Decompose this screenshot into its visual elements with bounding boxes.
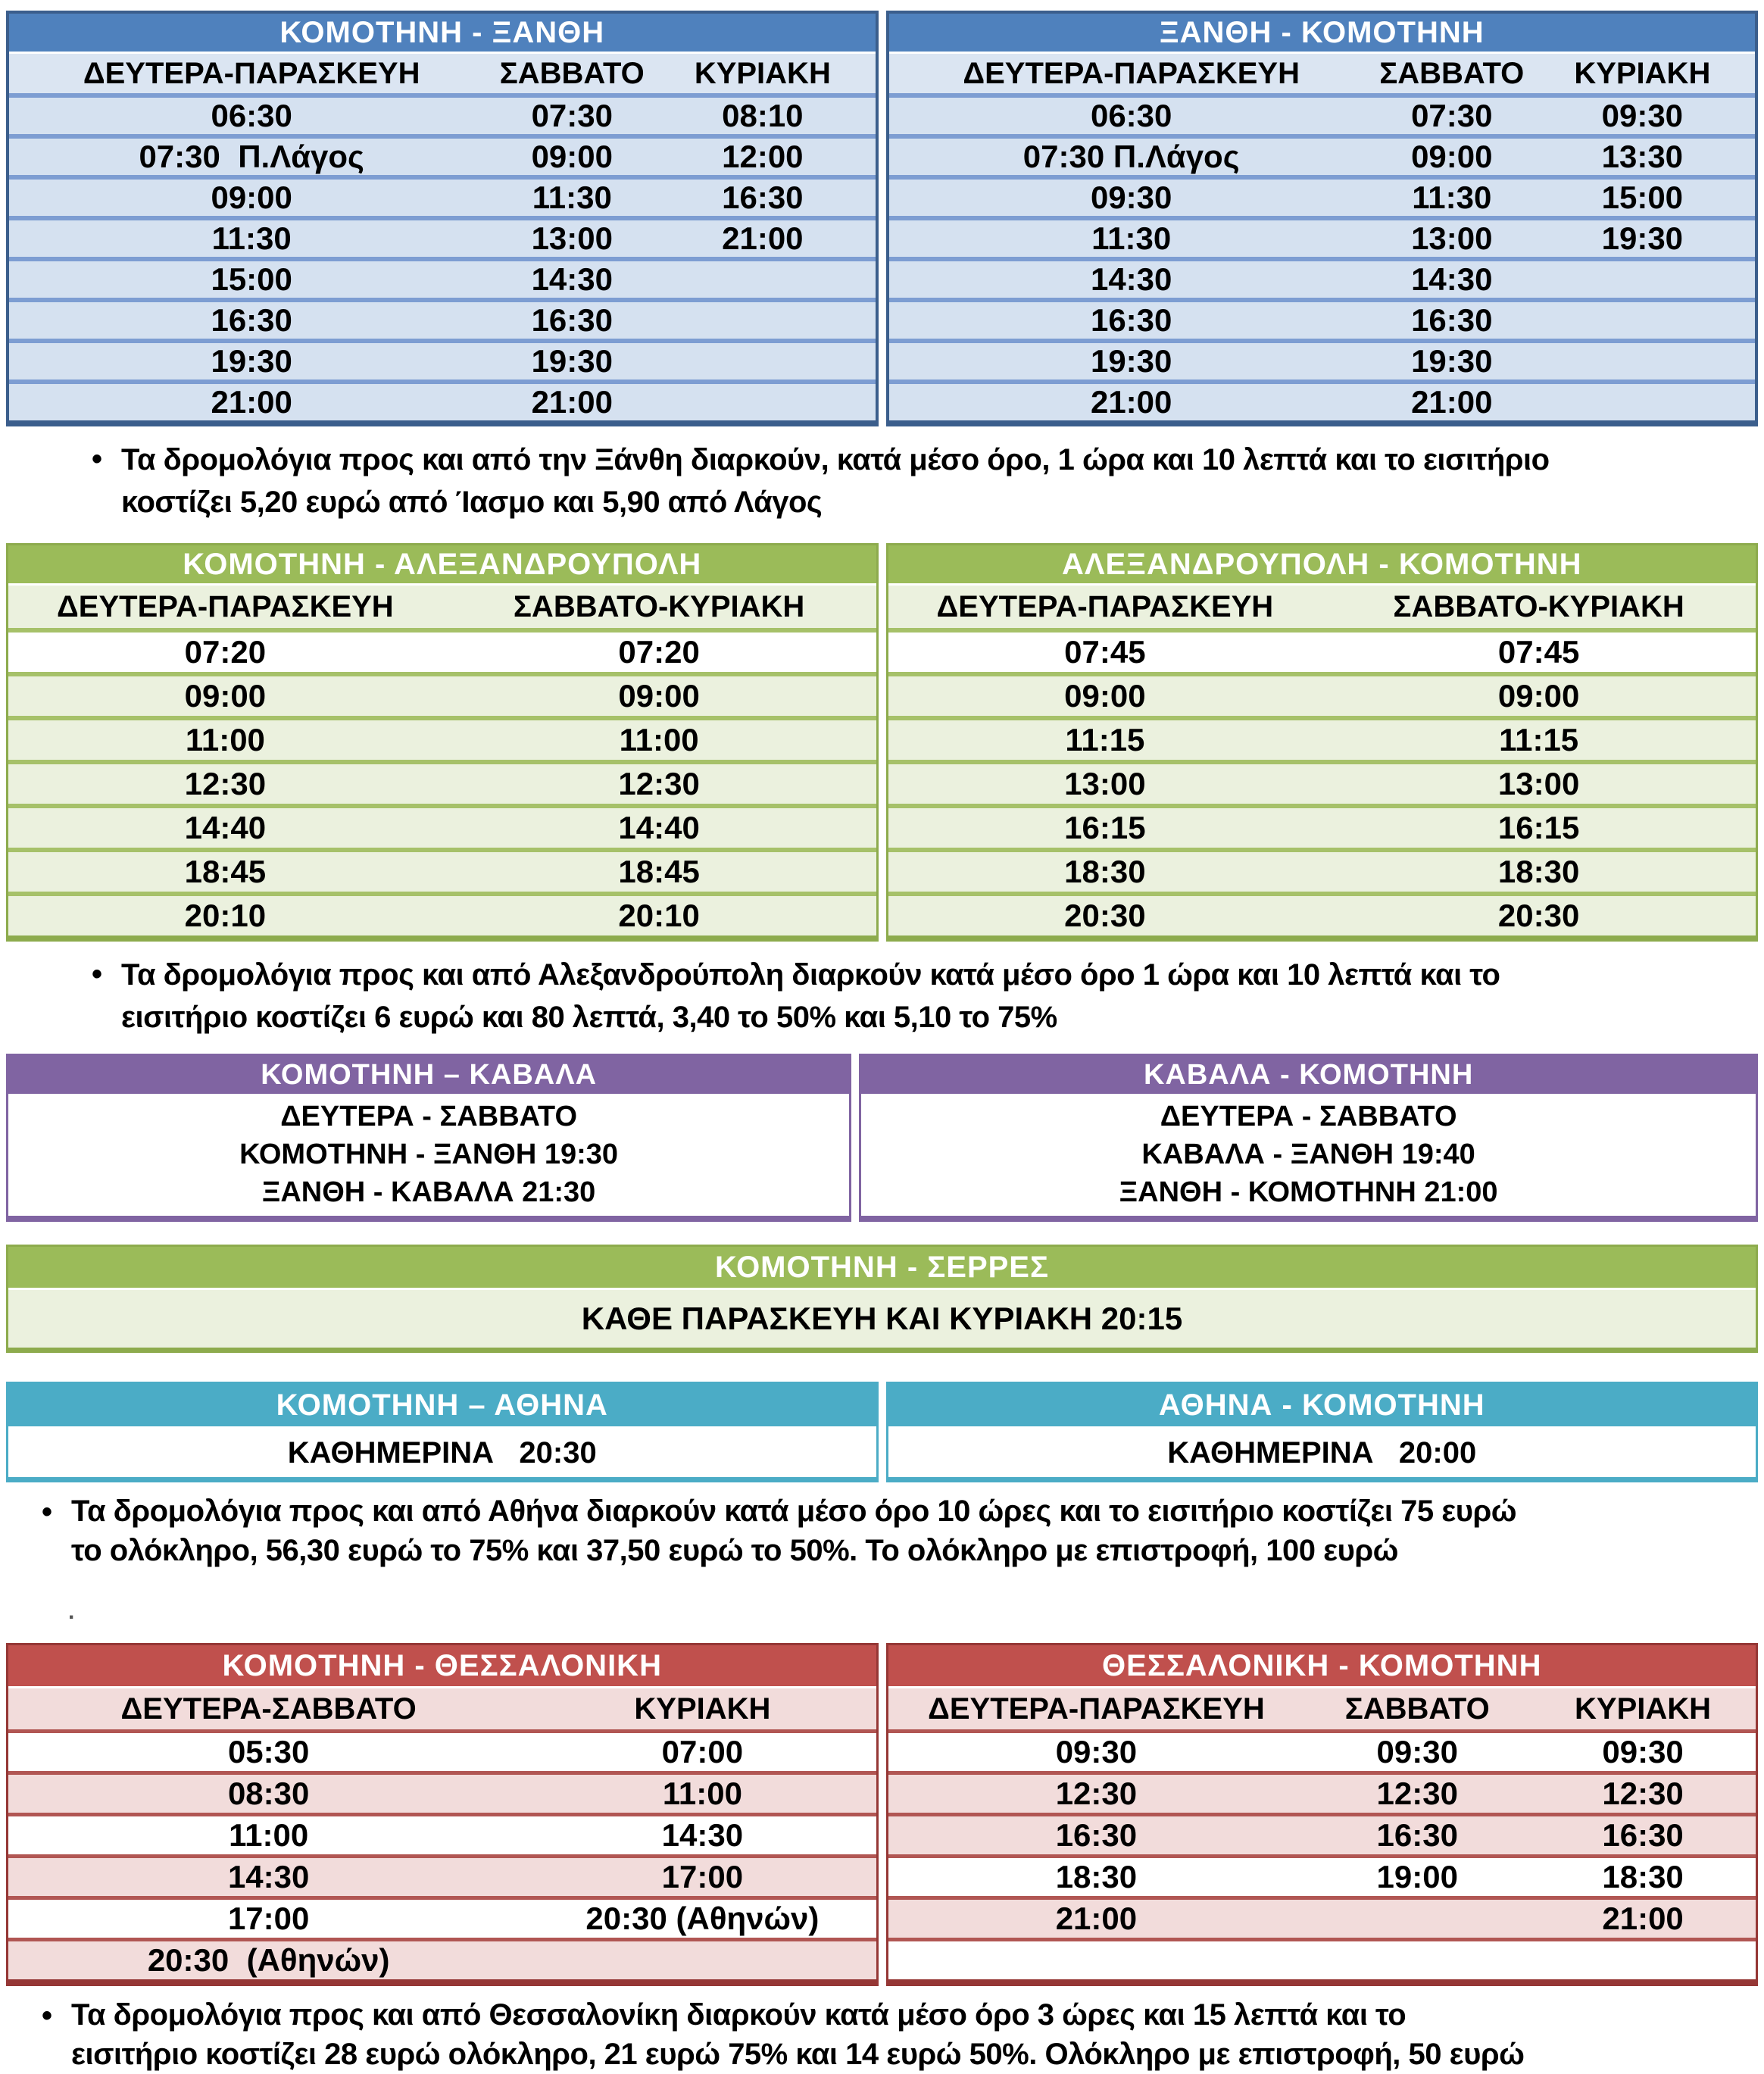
note-athens (23, 1491, 1741, 1570)
time-cell: 19:30 (1090, 343, 1172, 379)
time-cell: 13:00 (1064, 766, 1146, 801)
schedule-row (888, 1938, 1756, 1979)
time-cell: 16:30 (1090, 302, 1172, 338)
table-title: ΑΘΗΝΑ - ΚΟΜΟΤΗΝΗ (888, 1384, 1756, 1429)
note-alexandroupoli (73, 954, 1719, 1039)
section-athens (6, 1382, 1758, 1482)
day-header: ΚΥΡΙΑΚΗ (1575, 1691, 1712, 1726)
note-line: Τα δρομολόγια προς και από Αθήνα διαρκούν κατά μέσο όρο 10 ώρες και το εισιτήριο κοστίζει 75 ευρώ (71, 1495, 1517, 1528)
schedule-rows (889, 98, 1756, 420)
schedule-row (8, 1854, 876, 1896)
time-cell: 16:30 (211, 302, 292, 338)
day-header: ΣΑΒΒΑΤΟ (499, 56, 645, 90)
schedule-row (8, 848, 876, 892)
day-header: ΔΕΥΤΕΡΑ-ΠΑΡΑΣΚΕΥΗ (57, 589, 394, 623)
table-komotini-alexandroupoli (6, 543, 879, 942)
schedule-row (889, 257, 1756, 298)
note-line: Τα δρομολόγια προς και από την Ξάνθη διαρκούν, κατά μέσο όρο, 1 ώρα και 10 λεπτά και το εισιτήριο (121, 443, 1550, 476)
time-cell: 06:30 (211, 98, 292, 133)
schedule-row (9, 98, 876, 134)
time-cell: 09:00 (211, 180, 292, 215)
section-xanthi (6, 11, 1758, 426)
section-alexandroupoli (6, 543, 1758, 942)
time-cell: 11:00 (185, 722, 265, 757)
day-header-row (889, 54, 1756, 98)
time-cell: 18:45 (618, 854, 700, 889)
note-line: κοστίζει 5,20 ευρώ από Ίασμο και 5,90 από Λάγος (121, 486, 823, 519)
schedule-row (888, 1733, 1756, 1771)
table-alexandroupoli-komotini (886, 543, 1759, 942)
day-header: ΣΑΒΒΑΤΟ (1344, 1691, 1490, 1726)
schedule-row (9, 216, 876, 257)
time-cell: 13:00 (531, 220, 613, 256)
table-komotini-athens (6, 1382, 879, 1482)
time-cell: 09:30 (1376, 1734, 1458, 1769)
schedule-row (9, 298, 876, 339)
time-cell: 14:30 (661, 1817, 744, 1853)
note-xanthi (73, 439, 1719, 523)
note-text (121, 439, 1550, 523)
time-cell: 13:00 (1497, 766, 1580, 801)
section-kavala (6, 1054, 1758, 1222)
section-thessaloniki (6, 1643, 1758, 1986)
time-cell: 16:30 (1411, 302, 1493, 338)
day-header: ΚΥΡΙΑΚΗ (1574, 56, 1711, 90)
schedule-row (889, 380, 1756, 420)
time-cell: 20:30 (Αθηνών) (585, 1901, 820, 1936)
note-line: το ολόκληρο, 56,30 ευρώ το 75% και 37,50 ευρώ το 50%. Το ολόκληρο με επιστροφή, 100 ευρώ (71, 1534, 1398, 1567)
time-cell: 16:30 (722, 180, 804, 215)
day-header: ΔΕΥΤΕΡΑ-ΠΑΡΑΣΚΕΥΗ (936, 589, 1274, 623)
time-cell: 11:30 (1091, 220, 1172, 256)
time-cell: 17:00 (661, 1859, 744, 1894)
time-cell: 21:00 (722, 220, 804, 256)
time-cell: 14:30 (1090, 261, 1172, 297)
time-cell: 18:30 (1055, 1859, 1138, 1894)
schedule-row (889, 98, 1756, 134)
schedule-row (888, 892, 1756, 935)
table-body (861, 1096, 1756, 1216)
time-cell: 17:00 (227, 1901, 310, 1936)
bullet-icon: • (41, 1999, 52, 2032)
time-cell: 09:00 (1497, 678, 1580, 714)
time-cell: 07:20 (184, 634, 267, 670)
time-cell: 18:30 (1602, 1859, 1684, 1894)
time-cell: 11:00 (619, 722, 699, 757)
time-cell: 07:20 (618, 634, 700, 670)
schedule-row (888, 1771, 1756, 1813)
schedule-line: ΚΑΘΗΜΕΡΙΝΑ 20:30 (8, 1429, 876, 1477)
schedule-line: ΔΕΥΤΕΡΑ - ΣΑΒΒΑΤΟ (1160, 1101, 1457, 1132)
time-cell: 07:30 Π.Λάγος (1022, 139, 1240, 174)
table-title: ΘΕΣΣΑΛΟΝΙΚΗ - ΚΟΜΟΤΗΝΗ (888, 1645, 1756, 1688)
day-header: ΣΑΒΒΑΤΟ-ΚΥΡΙΑΚΗ (513, 589, 805, 623)
day-header: ΚΥΡΙΑΚΗ (694, 56, 831, 90)
time-cell: 21:00 (211, 384, 292, 420)
time-cell: 15:00 (211, 261, 292, 297)
schedule-row (8, 892, 876, 935)
day-header: ΔΕΥΤΕΡΑ-ΠΑΡΑΣΚΕΥΗ (963, 56, 1300, 90)
schedule-row (8, 716, 876, 760)
time-cell: 11:15 (1065, 722, 1145, 757)
note-text (121, 954, 1500, 1039)
time-cell: 08:30 (227, 1776, 310, 1811)
schedule-line: ΚΑΒΑΛΑ - ΞΑΝΘΗ 19:40 (1141, 1139, 1475, 1170)
time-cell: 09:30 (1602, 1734, 1684, 1769)
schedule-row (9, 380, 876, 420)
time-cell: 09:00 (184, 678, 267, 714)
schedule-rows (8, 633, 876, 935)
schedule-row (8, 633, 876, 672)
note-text (71, 1491, 1516, 1570)
schedule-row (8, 760, 876, 804)
schedule-row (889, 339, 1756, 380)
schedule-row (888, 672, 1756, 716)
time-cell: 20:10 (184, 898, 267, 933)
table-title: ΚΟΜΟΤΗΝΗ - ΞΑΝΘΗ (9, 14, 876, 54)
note-text (71, 1995, 1524, 2074)
time-cell: 16:15 (1064, 810, 1146, 845)
schedule-row (889, 298, 1756, 339)
schedule-row (8, 1813, 876, 1854)
day-header-row (888, 1688, 1756, 1733)
time-cell: 14:30 (1411, 261, 1493, 297)
day-header: ΣΑΒΒΑΤΟ-ΚΥΡΙΑΚΗ (1393, 589, 1684, 623)
day-header-row (8, 1688, 876, 1733)
note-line: εισιτήριο κοστίζει 28 ευρώ ολόκληρο, 21 ευρώ 75% και 14 ευρώ 50%. Ολόκληρο με επιστροφή, 50 ευρώ (71, 2038, 1525, 2071)
table-title: ΚΟΜΟΤΗΝΗ – ΑΘΗΝΑ (8, 1384, 876, 1429)
schedule-row (8, 1896, 876, 1938)
time-cell: 12:00 (722, 139, 804, 174)
time-cell: 16:30 (1055, 1817, 1138, 1853)
time-cell: 08:10 (722, 98, 804, 133)
schedule-line: ΔΕΥΤΕΡΑ - ΣΑΒΒΑΤΟ (280, 1101, 578, 1132)
time-cell: 13:00 (1411, 220, 1493, 256)
time-cell: 14:40 (618, 810, 700, 845)
time-cell: 11:00 (229, 1817, 309, 1853)
time-cell: 12:30 (1376, 1776, 1458, 1811)
schedule-row (8, 1733, 876, 1771)
schedule-row (9, 257, 876, 298)
time-cell: 16:30 (1376, 1817, 1458, 1853)
table-thessaloniki-komotini (886, 1643, 1759, 1986)
time-cell: 09:00 (531, 139, 613, 174)
schedule-rows (888, 633, 1756, 935)
schedule-row (888, 1896, 1756, 1938)
time-cell: 07:30 (531, 98, 613, 133)
table-body (8, 1096, 849, 1216)
time-cell: 19:00 (1376, 1859, 1458, 1894)
time-cell: 09:00 (1064, 678, 1146, 714)
schedule-row (888, 760, 1756, 804)
time-cell: 11:15 (1499, 722, 1579, 757)
time-cell: 16:30 (1602, 1817, 1684, 1853)
time-cell: 09:30 (1601, 98, 1684, 133)
time-cell: 12:30 (1602, 1776, 1684, 1811)
time-cell: 09:30 (1055, 1734, 1138, 1769)
table-title: ΑΛΕΞΑΝΔΡΟΥΠΟΛΗ - ΚΟΜΟΤΗΝΗ (888, 545, 1756, 586)
time-cell: 21:00 (1090, 384, 1172, 420)
schedule-rows (9, 98, 876, 420)
day-header-row (888, 586, 1756, 633)
time-cell: 09:00 (1411, 139, 1493, 174)
table-komotini-xanthi (6, 11, 879, 426)
day-header: ΔΕΥΤΕΡΑ-ΠΑΡΑΣΚΕΥΗ (928, 1691, 1265, 1726)
bullet-icon: • (91, 957, 102, 991)
day-header-row (9, 54, 876, 98)
table-xanthi-komotini (886, 11, 1759, 426)
time-cell: 19:30 (531, 343, 613, 379)
schedule-line: ΚΑΘΗΜΕΡΙΝΑ 20:00 (888, 1429, 1756, 1477)
bullet-icon: • (91, 442, 102, 476)
time-cell: 19:30 (1411, 343, 1493, 379)
schedule-row (889, 134, 1756, 175)
table-komotini-kavala (6, 1054, 851, 1222)
time-cell: 20:30 (1064, 898, 1146, 933)
time-cell: 11:30 (1412, 180, 1492, 215)
schedule-row (8, 672, 876, 716)
schedule-row (888, 633, 1756, 672)
stray-mark: . (68, 1599, 75, 1624)
day-header: ΣΑΒΒΑΤΟ (1379, 56, 1525, 90)
table-title: ΚΟΜΟΤΗΝΗ - ΣΕΡΡΕΣ (8, 1247, 1756, 1290)
schedule-line: ΞΑΝΘΗ - ΚΟΜΟΤΗΝΗ 21:00 (1119, 1176, 1498, 1208)
schedule-row (889, 216, 1756, 257)
table-komotini-thessaloniki (6, 1643, 879, 1986)
time-cell: 18:45 (184, 854, 267, 889)
time-cell: 19:30 (211, 343, 292, 379)
time-cell: 21:00 (1411, 384, 1493, 420)
schedule-row (8, 804, 876, 848)
day-header: ΚΥΡΙΑΚΗ (634, 1691, 771, 1726)
time-cell: 14:30 (227, 1859, 310, 1894)
schedule-row (8, 1938, 876, 1979)
time-cell: 07:30 (1411, 98, 1493, 133)
table-komotini-serres (6, 1245, 1758, 1353)
time-cell: 07:30 Π.Λάγος (139, 139, 364, 174)
time-cell: 19:30 (1601, 220, 1684, 256)
time-cell: 20:10 (618, 898, 700, 933)
time-cell: 21:00 (531, 384, 613, 420)
time-cell: 07:45 (1064, 634, 1146, 670)
time-cell: 20:30 (Αθηνών) (147, 1942, 390, 1978)
time-cell: 09:00 (618, 678, 700, 714)
schedule-row (888, 1854, 1756, 1896)
time-cell: 20:30 (1497, 898, 1580, 933)
time-cell: 05:30 (227, 1734, 310, 1769)
table-kavala-komotini (859, 1054, 1758, 1222)
note-line: Τα δρομολόγια προς και από Θεσσαλονίκη διαρκούν κατά μέσο όρο 3 ώρες και 15 λεπτά και το (71, 1998, 1407, 2032)
time-cell: 21:00 (1055, 1901, 1138, 1936)
schedule-row (888, 804, 1756, 848)
schedule-row (888, 1813, 1756, 1854)
time-cell: 07:45 (1497, 634, 1580, 670)
schedule-rows (8, 1733, 876, 1979)
day-header: ΔΕΥΤΕΡΑ-ΣΑΒΒΑΤΟ (120, 1691, 417, 1726)
time-cell: 16:15 (1497, 810, 1580, 845)
time-cell: 18:30 (1064, 854, 1146, 889)
schedule-row (9, 134, 876, 175)
schedule-row (888, 848, 1756, 892)
schedule-row (9, 175, 876, 216)
time-cell: 13:30 (1601, 139, 1684, 174)
schedule-line: ΚΑΘΕ ΠΑΡΑΣΚΕΥΗ ΚΑΙ ΚΥΡΙΑΚΗ 20:15 (8, 1290, 1756, 1348)
day-header: ΔΕΥΤΕΡΑ-ΠΑΡΑΣΚΕΥΗ (83, 56, 420, 90)
schedule-row (889, 175, 1756, 216)
time-cell: 21:00 (1602, 1901, 1684, 1936)
schedule-row (9, 339, 876, 380)
time-cell: 16:30 (531, 302, 613, 338)
time-cell: 11:00 (662, 1776, 742, 1811)
table-title: ΞΑΝΘΗ - ΚΟΜΟΤΗΝΗ (889, 14, 1756, 54)
schedule-rows (888, 1733, 1756, 1979)
time-cell: 09:30 (1090, 180, 1172, 215)
schedule-row (888, 716, 1756, 760)
time-cell: 14:40 (184, 810, 267, 845)
table-title: ΚΟΜΟΤΗΝΗ – ΚΑΒΑΛΑ (8, 1056, 849, 1096)
schedule-row (8, 1771, 876, 1813)
time-cell: 07:00 (661, 1734, 744, 1769)
time-cell: 12:30 (618, 766, 700, 801)
note-line: Τα δρομολόγια προς και από Αλεξανδρούπολη διαρκούν κατά μέσο όρο 1 ώρα και 10 λεπτά και το (121, 958, 1500, 992)
section-serres (6, 1245, 1758, 1353)
time-cell: 18:30 (1497, 854, 1580, 889)
bullet-icon: • (41, 1495, 52, 1529)
time-cell: 14:30 (531, 261, 613, 297)
table-title: ΚΑΒΑΛΑ - ΚΟΜΟΤΗΝΗ (861, 1056, 1756, 1096)
table-title: ΚΟΜΟΤΗΝΗ - ΑΛΕΞΑΝΔΡΟΥΠΟΛΗ (8, 545, 876, 586)
time-cell: 12:30 (1055, 1776, 1138, 1811)
time-cell: 12:30 (184, 766, 267, 801)
note-thessaloniki (23, 1995, 1741, 2074)
day-header-row (8, 586, 876, 633)
table-title: ΚΟΜΟΤΗΝΗ - ΘΕΣΣΑΛΟΝΙΚΗ (8, 1645, 876, 1688)
table-athens-komotini (886, 1382, 1759, 1482)
time-cell: 06:30 (1090, 98, 1172, 133)
time-cell: 11:30 (532, 180, 612, 215)
schedule-line: ΚΟΜΟΤΗΝΗ - ΞΑΝΘΗ 19:30 (239, 1139, 619, 1170)
time-cell: 11:30 (211, 220, 292, 256)
note-line: εισιτήριο κοστίζει 6 ευρώ και 80 λεπτά, 3,40 το 50% και 5,10 το 75% (121, 1001, 1057, 1034)
time-cell: 15:00 (1601, 180, 1684, 215)
schedule-line: ΞΑΝΘΗ - ΚΑΒΑΛΑ 21:30 (261, 1176, 596, 1208)
